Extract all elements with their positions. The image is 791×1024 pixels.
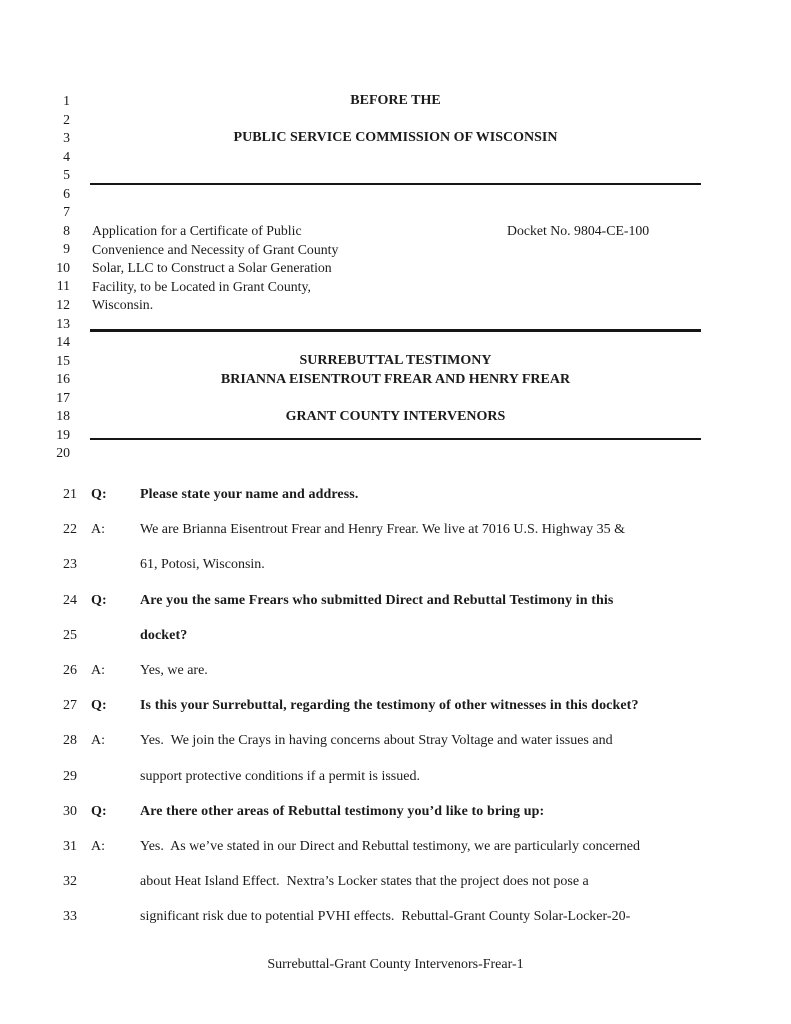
line-number: 23 bbox=[63, 557, 77, 573]
speaker-label: A: bbox=[91, 838, 105, 854]
qa-testimony-section bbox=[40, 486, 770, 943]
caption-line: Solar, LLC to Construct a Solar Generation bbox=[92, 260, 332, 276]
qa-line bbox=[40, 768, 770, 803]
line-number: 33 bbox=[63, 909, 77, 925]
court-header-commission: PUBLIC SERVICE COMMISSION OF WISCONSIN bbox=[233, 130, 558, 145]
divider-rule-middle bbox=[90, 329, 701, 332]
testimony-text: 61, Potosi, Wisconsin. bbox=[140, 557, 265, 573]
testimony-text: Please state your name and address. bbox=[140, 487, 359, 502]
line-number: 4 bbox=[63, 148, 70, 164]
speaker-label: Q: bbox=[91, 592, 107, 608]
divider-rule-bottom bbox=[90, 438, 701, 441]
qa-line bbox=[40, 662, 770, 697]
qa-line bbox=[40, 697, 770, 732]
line-number: 1 bbox=[63, 93, 70, 108]
intervenor-party-title: GRANT COUNTY INTERVENORS bbox=[285, 408, 506, 424]
docket-number: Docket No. 9804-CE-100 bbox=[507, 223, 650, 238]
speaker-label: Q: bbox=[91, 698, 107, 714]
line-number: 19 bbox=[56, 426, 70, 442]
divider-rule-top bbox=[90, 183, 701, 186]
case-caption bbox=[92, 222, 452, 315]
testimony-text: about Heat Island Effect. Nextra’s Locker states that the project does not pose a bbox=[140, 874, 589, 890]
line-number-gutter-top bbox=[40, 92, 70, 463]
speaker-label: Q: bbox=[91, 803, 107, 819]
line-number: 22 bbox=[63, 522, 77, 538]
qa-line bbox=[40, 908, 770, 943]
testimony-text: Are there other areas of Rebuttal testimony you’d like to bring up: bbox=[140, 803, 545, 819]
line-number: 18 bbox=[56, 408, 70, 424]
testimony-text: Are you the same Frears who submitted Direct and Rebuttal Testimony in this bbox=[140, 592, 614, 608]
qa-line bbox=[40, 486, 770, 521]
line-number: 29 bbox=[63, 768, 77, 784]
caption-line: Application for a Certificate of Public bbox=[92, 223, 302, 238]
qa-line bbox=[40, 521, 770, 556]
line-number: 30 bbox=[63, 803, 77, 819]
line-number: 3 bbox=[63, 130, 70, 146]
caption-line: Facility, to be Located in Grant County, bbox=[92, 278, 311, 294]
line-number: 21 bbox=[63, 487, 77, 502]
testimony-text: support protective conditions if a permit is issued. bbox=[140, 768, 420, 784]
qa-line bbox=[40, 838, 770, 873]
line-number: 11 bbox=[56, 278, 70, 294]
testimony-type-title: SURREBUTTAL TESTIMONY bbox=[299, 353, 492, 368]
line-number: 31 bbox=[63, 838, 77, 854]
speaker-label: A: bbox=[91, 733, 105, 749]
witness-names-title: BRIANNA EISENTROUT FREAR AND HENRY FREAR bbox=[220, 371, 571, 387]
speaker-label: Q: bbox=[91, 487, 107, 502]
qa-line bbox=[40, 873, 770, 908]
qa-line bbox=[40, 732, 770, 767]
line-number: 10 bbox=[56, 259, 70, 275]
testimony-text: significant risk due to potential PVHI effects. Rebuttal-Grant County Solar-Locker-20- bbox=[140, 909, 631, 925]
speaker-label: A: bbox=[91, 662, 105, 678]
line-number: 32 bbox=[63, 874, 77, 890]
line-number: 8 bbox=[63, 222, 70, 238]
court-header-before-the: BEFORE THE bbox=[350, 93, 441, 108]
line-number: 15 bbox=[56, 352, 70, 368]
testimony-text: Yes. As we’ve stated in our Direct and Rebuttal testimony, we are particularly concerned bbox=[140, 838, 640, 854]
line-number: 9 bbox=[63, 241, 70, 257]
testimony-text: Yes. We join the Crays in having concerns about Stray Voltage and water issues and bbox=[140, 733, 613, 749]
testimony-text: We are Brianna Eisentrout Frear and Henry Frear. We live at 7016 U.S. Highway 35 & bbox=[140, 522, 626, 538]
line-number: 27 bbox=[63, 698, 77, 714]
line-number: 16 bbox=[56, 371, 70, 387]
speaker-label: A: bbox=[91, 522, 105, 538]
testimony-text: docket? bbox=[140, 627, 188, 643]
line-number: 26 bbox=[63, 662, 77, 678]
line-number: 20 bbox=[56, 445, 70, 461]
line-number: 13 bbox=[56, 315, 70, 331]
line-number: 25 bbox=[63, 627, 77, 643]
line-number: 6 bbox=[63, 185, 70, 201]
testimony-text: Is this your Surrebuttal, regarding the testimony of other witnesses in this docket? bbox=[140, 698, 639, 714]
line-number: 2 bbox=[63, 111, 70, 127]
caption-line: Convenience and Necessity of Grant County bbox=[92, 241, 339, 257]
line-number: 14 bbox=[56, 334, 70, 350]
line-number: 17 bbox=[56, 389, 70, 405]
line-number: 28 bbox=[63, 733, 77, 749]
qa-line bbox=[40, 556, 770, 591]
caption-line: Wisconsin. bbox=[92, 297, 154, 313]
qa-line bbox=[40, 627, 770, 662]
line-number: 12 bbox=[56, 297, 70, 313]
qa-line bbox=[40, 592, 770, 627]
testimony-text: Yes, we are. bbox=[140, 662, 208, 678]
line-number: 7 bbox=[63, 204, 70, 220]
line-number: 24 bbox=[63, 592, 77, 608]
qa-line bbox=[40, 803, 770, 838]
line-number: 5 bbox=[63, 167, 70, 183]
page-footer-exhibit-label: Surrebuttal-Grant County Intervenors-Frear-1 bbox=[267, 957, 524, 972]
